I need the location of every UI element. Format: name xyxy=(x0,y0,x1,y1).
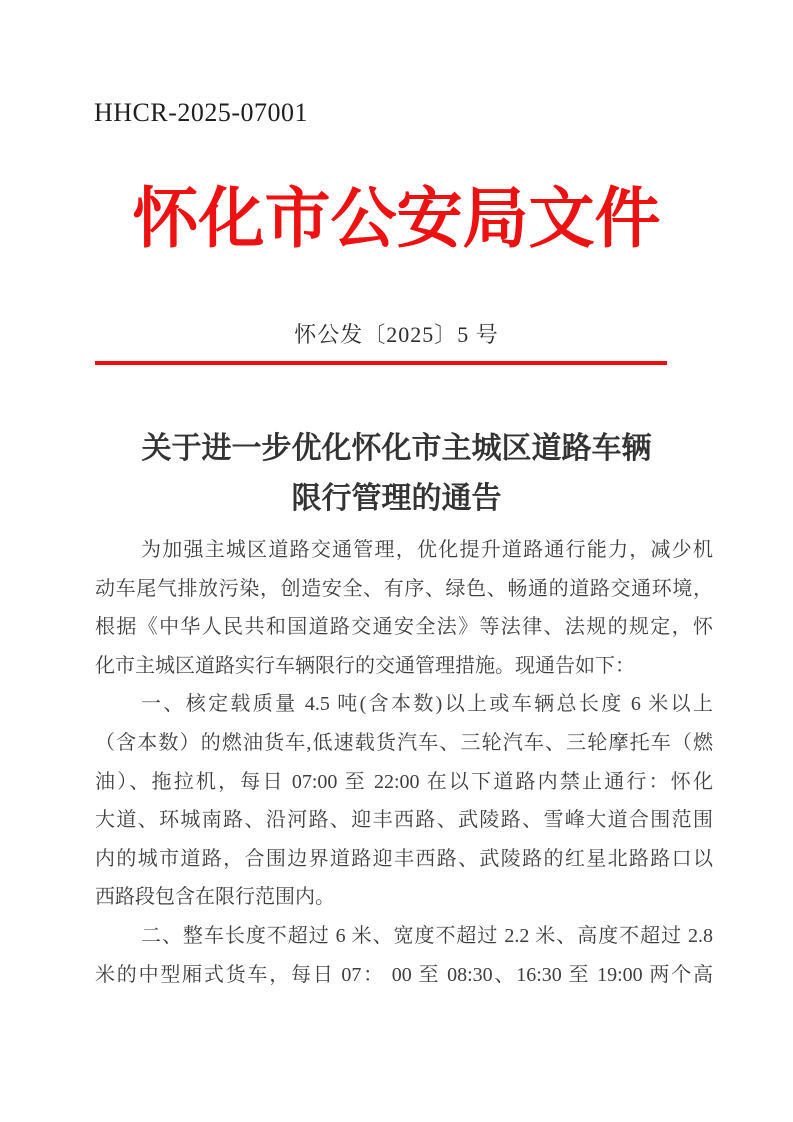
body-line: 为加强主城区道路交通管理，优化提升道路通行能力，减少机 xyxy=(141,539,713,561)
body-line: 根据《中华人民共和国道路交通安全法》等法律、法规的规定，怀 xyxy=(95,616,713,639)
notice-title-line-1: 关于进一步优化怀化市主城区道路车辆 xyxy=(141,432,652,465)
body-line: 米的中型厢式货车，每日 07： 00 至 08:30、16:30 至 19:00 两个高 xyxy=(95,963,713,986)
body-line: （含本数）的燃油货车,低速载货汽车、三轮汽车、三轮摩托车（燃 xyxy=(95,731,713,754)
body-line: 一、核定载质量 4.5 吨(含本数)以上或车辆总长度 6 米以上 xyxy=(141,693,713,716)
body-line: 化市主城区道路实行车辆限行的交通管理措施。现通告如下： xyxy=(95,654,635,677)
notice-title-line-2: 限行管理的通告 xyxy=(291,482,502,515)
document-code: HHCR-2025-07001 xyxy=(94,98,309,127)
body-line: 内的城市道路，合围边界道路迎丰西路、武陵路的红星北路路口以 xyxy=(95,847,713,870)
paragraph xyxy=(95,531,713,685)
body-line: 动车尾气排放污染，创造安全、有序、绿色、畅通的道路交通环境， xyxy=(95,577,713,600)
paragraph xyxy=(95,685,713,917)
body-line: 二、整车长度不超过 6 米、宽度不超过 2.2 米、高度不超过 2.8 xyxy=(141,924,713,947)
document-reference-number: 怀公发〔2025〕5 号 xyxy=(294,322,499,347)
paragraph xyxy=(95,917,713,994)
red-divider-rule xyxy=(95,361,667,365)
body-line: 西路段包含在限行范围内。 xyxy=(95,886,335,909)
notice-title xyxy=(0,424,793,524)
body-line: 油）、拖拉机，每日 07:00 至 22:00 在以下道路内禁止通行：怀化 xyxy=(95,770,713,793)
body-line: 大道、环城南路、沿河路、迎丰西路、武陵路、雪峰大道合围范围 xyxy=(95,809,713,832)
notice-body xyxy=(95,531,713,994)
issuing-authority-title: 怀化市公安局文件 xyxy=(132,183,661,256)
